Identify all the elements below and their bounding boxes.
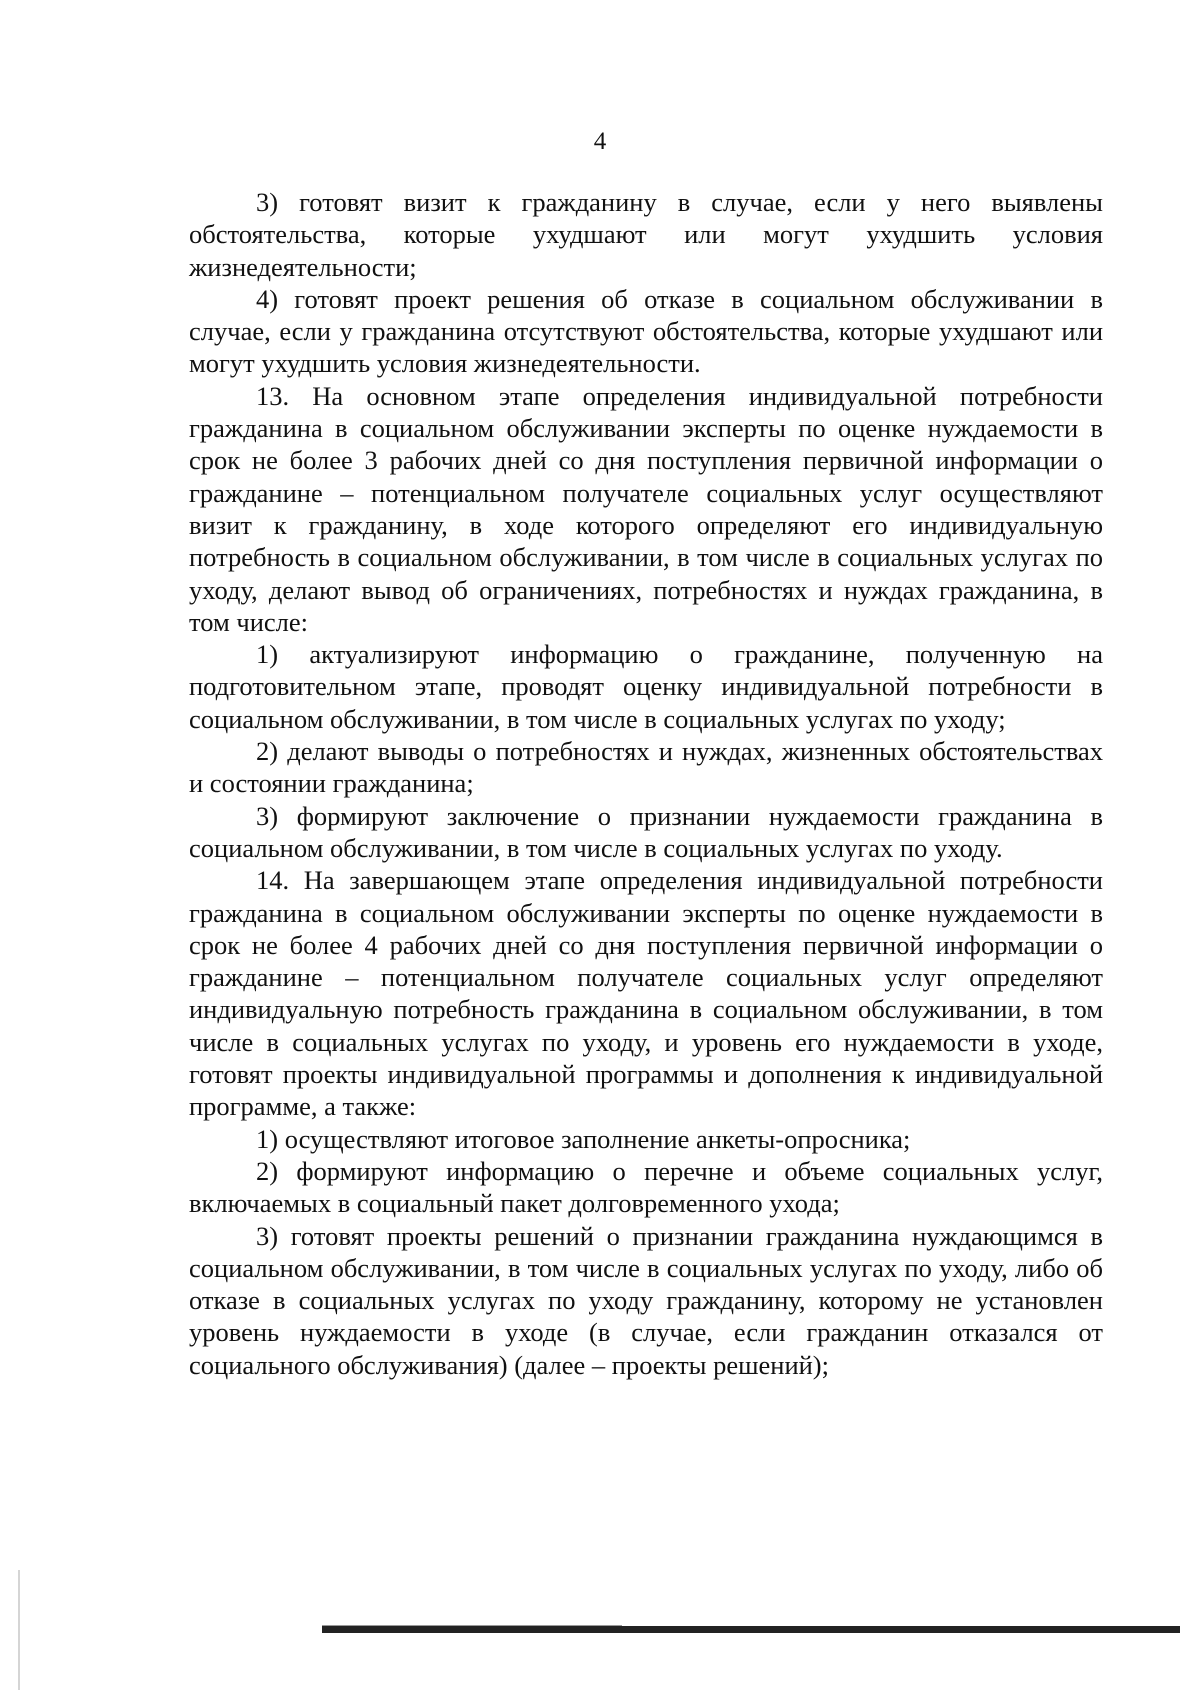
- paragraph-clause-14-item-1: 1) осуществляют итоговое заполнение анкеты-опросника;: [256, 1123, 911, 1154]
- document-body: [189, 186, 1103, 1381]
- paragraph-item-4-refusal-draft: 4) готовят проект решения об отказе в социальном обслуживании в случае, если у гражданина отсутствуют обстоятельства, которые ухудшают или могут ухудшить условия жизнедеятельности.: [189, 283, 1103, 379]
- footer-rule: [322, 1626, 1180, 1633]
- paragraph-item-3-visit: 3) готовят визит к гражданину в случае, если у него выявлены обстоятельства, которые ухудшают или могут ухудшить условия жизнедеятельности;: [189, 187, 1103, 282]
- page-number: 4: [593, 128, 607, 155]
- scan-edge-mark: [18, 1570, 20, 1690]
- paragraph-clause-13-item-2: 2) делают выводы о потребностях и нуждах, жизненных обстоятельствах и состоянии гражданина;: [189, 736, 1103, 799]
- paragraph-clause-14-item-2: 2) формируют информацию о перечне и объеме социальных услуг, включаемых в социальный пакет долговременного ухода;: [189, 1155, 1103, 1219]
- paragraph-clause-14: 14. На завершающем этапе определения индивидуальной потребности гражданина в социальном обслуживании эксперты по оценке нуждаемости в срок не более 4 рабочих дней со дня поступления первичной информации о гражданине – потенциальном получателе социальных услуг определяют индивидуальную потребность гражданина в социальном обслуживании, в том числе в социальных услугах по уходу, и уровень его нуждаемости в уходе, готовят проекты индивидуальной программы и дополнения к индивидуальной программе, а также:: [189, 865, 1103, 1122]
- paragraph-clause-13-item-3: 3) формируют заключение о признании нуждаемости гражданина в социальном обслуживании, в том числе в социальных услугах по уходу.: [189, 800, 1103, 863]
- paragraph-clause-13: 13. На основном этапе определения индивидуальной потребности гражданина в социальном обслуживании эксперты по оценке нуждаемости в срок не более 3 рабочих дней со дня поступления первичной информации о гражданине – потенциальном получателе социальных услуг осуществляют визит к гражданину, в ходе которого определяют его индивидуальную потребность в социальном обслуживании, в том числе в социальных услугах по уходу, делают вывод об ограничениях, потребностях и нуждах гражданина, в том числе:: [189, 380, 1103, 637]
- paragraph-clause-14-item-3: 3) готовят проекты решений о признании гражданина нуждающимся в социальном обслуживании, в том числе в социальных услугах по уходу, либо об отказе в социальных услугах по уходу гражданину, которому не установлен уровень нуждаемости в уходе (в случае, если гражданин отказался от социального обслуживания) (далее – проекты решений);: [189, 1220, 1103, 1380]
- paragraph-clause-13-item-1: 1) актуализируют информацию о гражданине, полученную на подготовительном этапе, проводят оценку индивидуальной потребности в социальном обслуживании, в том числе в социальных услугах по уходу;: [189, 639, 1103, 734]
